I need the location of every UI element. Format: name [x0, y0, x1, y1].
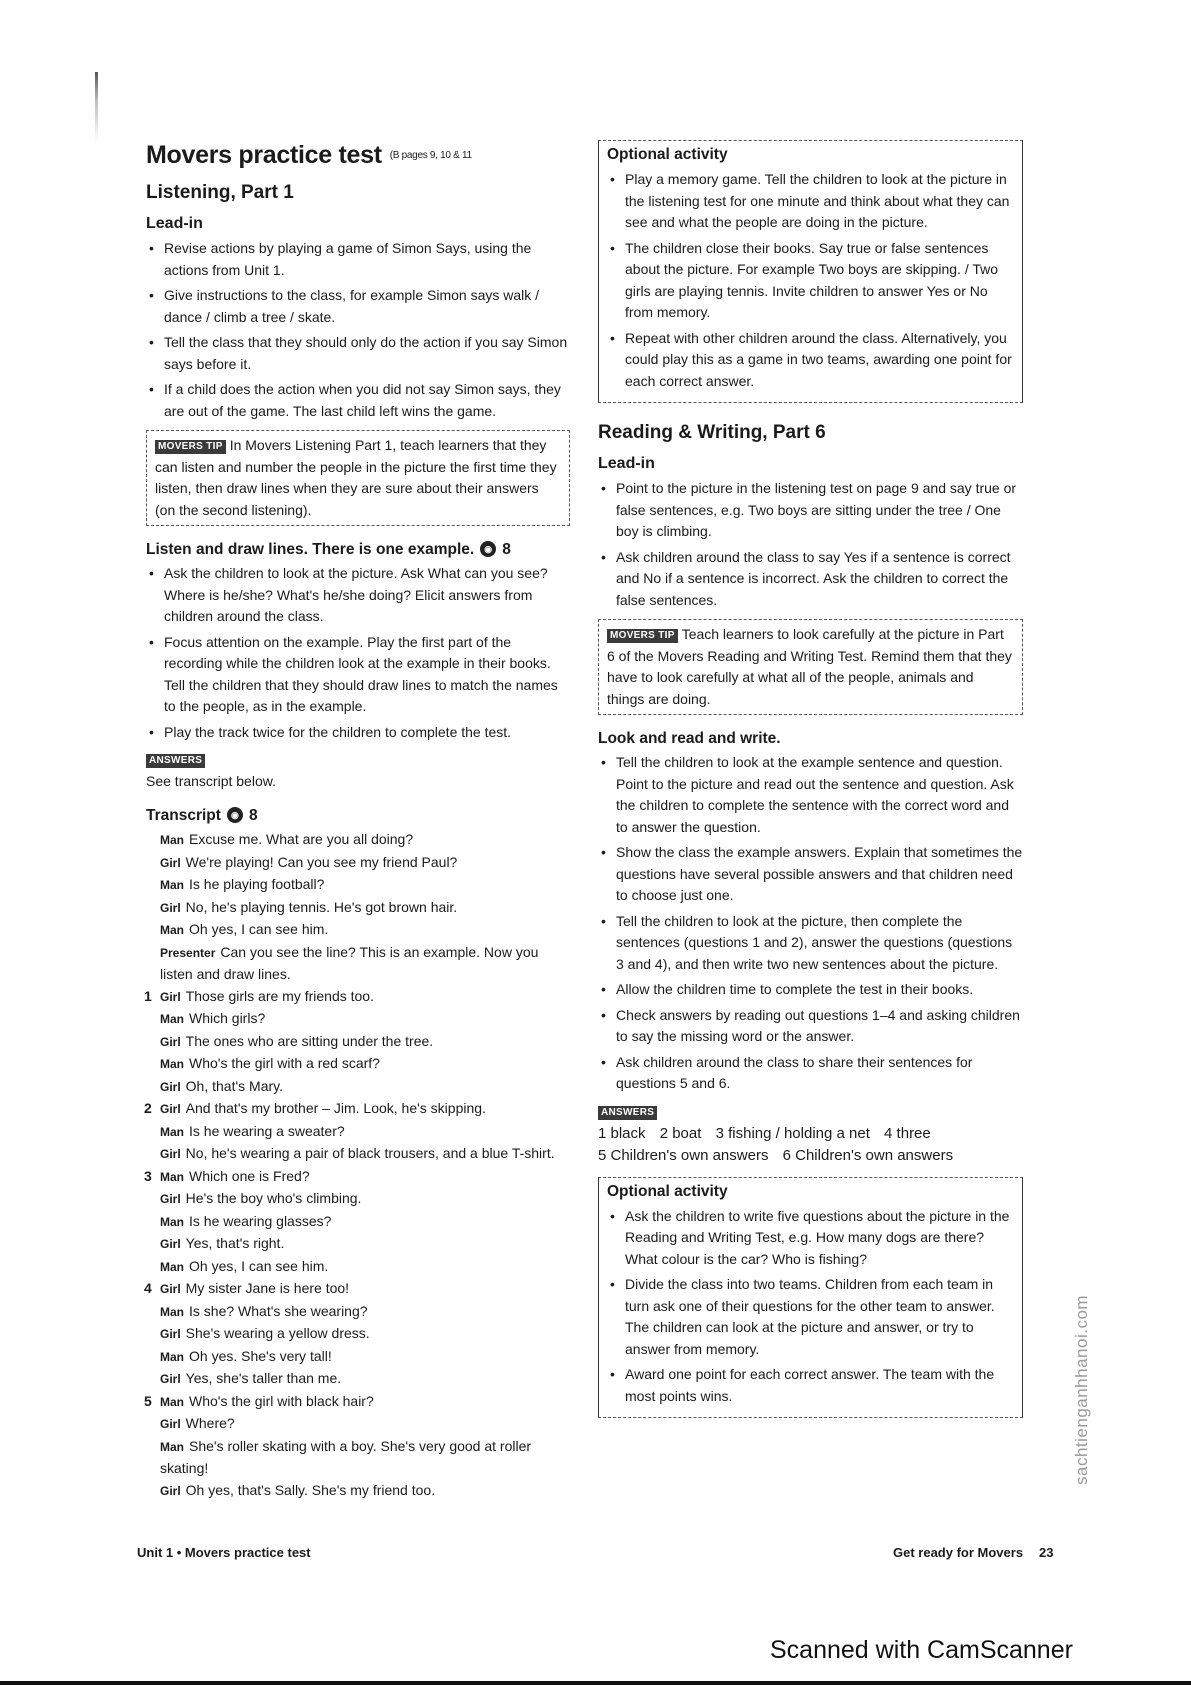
transcript-line [146, 1346, 570, 1369]
list-item: • Play the track twice for the children to complete the test. [146, 722, 570, 744]
speaker-line: He's the boy who's climbing. [185, 1190, 362, 1207]
transcript-line [146, 1368, 570, 1391]
footer-right [893, 1545, 1054, 1560]
transcript-line [146, 1480, 570, 1503]
speaker-label: Man [160, 1057, 184, 1072]
transcript-line [146, 1053, 570, 1076]
speaker-label: Man [160, 1169, 184, 1184]
list-item: • Divide the class into two teams. Children from each team in turn ask one of their questions for the other team to answer. The children can look at the picture and answer, or try to answer from memory. [607, 1274, 1014, 1360]
answer-item: 4 three [884, 1124, 931, 1142]
list-item: • Allow the children time to complete the test in their books. [598, 979, 1023, 1001]
list-item: • If a child does the action when you did not say Simon says, they are out of the game. The last child left wins the game. [146, 379, 570, 422]
speaker-label: Man [160, 1394, 184, 1409]
list-item: • The children close their books. Say true or false sentences about the picture. For example Two boys are skipping. / Two girls are playing tennis. Invite children to answer Yes or No from memory. [607, 238, 1014, 324]
answer-item: 5 Children's own answers [598, 1146, 769, 1164]
transcript-line [146, 1391, 570, 1414]
audio-track-icon: ◉ [480, 541, 496, 557]
footer-book-title: Get ready for Movers [893, 1545, 1024, 1560]
scanner-label: Scanned with CamScanner [770, 1636, 1073, 1664]
speaker-line: She's roller skating with a boy. She's very good at roller skating! [160, 1437, 532, 1477]
speaker-line: Those girls are my friends too. [185, 987, 374, 1004]
footer-left: Unit 1 • Movers practice test [137, 1545, 311, 1560]
speaker-label: Man [160, 1439, 184, 1454]
leadin-heading-right: Lead-in [598, 455, 655, 472]
list-item: • Focus attention on the example. Play the first part of the recording while the children look at the example in their books. Tell the children that they should draw lines to match the names to the people, as in the example. [146, 632, 570, 718]
speaker-line: Who's the girl with a red scarf? [189, 1055, 380, 1072]
speaker-label: Girl [160, 1327, 181, 1342]
transcript-heading: Transcript ◉ 8 [146, 807, 258, 825]
speaker-line: Oh yes. She's very tall! [189, 1347, 332, 1364]
speaker-label: Girl [160, 1147, 181, 1162]
speaker-line: And that's my brother – Jim. Look, he's skipping. [185, 1100, 486, 1117]
speaker-line: Oh yes, that's Sally. She's my friend too. [185, 1481, 436, 1498]
answers-text-left: See transcript below. [146, 773, 276, 790]
audio-track-icon: ◉ [227, 807, 243, 823]
transcript-line [146, 1188, 570, 1211]
speaker-label: Man [160, 923, 184, 938]
optional-activity-list-2 [607, 1206, 1014, 1408]
answers-tag: ANSWERS [146, 754, 205, 768]
transcript-line [146, 1166, 570, 1189]
transcript-line [146, 897, 570, 920]
page-reference: (B pages 9, 10 & 11 [389, 150, 472, 162]
transcript-line [146, 1323, 570, 1346]
speaker-label: Girl [160, 1372, 181, 1387]
speaker-label: Girl [160, 1102, 181, 1117]
answer-item: 2 boat [659, 1124, 702, 1142]
speaker-line: Where? [185, 1415, 235, 1432]
speaker-label: Girl [160, 1483, 181, 1498]
transcript-line [146, 1301, 570, 1324]
speaker-label: Man [160, 878, 184, 893]
transcript-line [146, 942, 570, 986]
transcript-line [146, 1211, 570, 1234]
transcript-line [146, 1278, 570, 1301]
list-item: • Tell the class that they should only do the action if you say Simon says before it. [146, 332, 570, 375]
leadin-heading-left: Lead-in [146, 215, 203, 233]
left-column [146, 140, 570, 1502]
list-item: • Give instructions to the class, for example Simon says walk / dance / climb a tree / skate. [146, 285, 570, 328]
speaker-label: Man [160, 833, 184, 848]
speaker-line: The ones who are sitting under the tree. [185, 1032, 434, 1049]
speaker-line: Is he wearing glasses? [189, 1212, 332, 1229]
movers-tip-text: Teach learners to look carefully at the picture in Part 6 of the Movers Reading and Writing Test. Remind them that they have to look carefully at what all of the people, animals and things are doing. [607, 626, 1012, 707]
list-item: • Point to the picture in the listening test on page 9 and say true or false sentences, e.g. Two boys are sitting under the tree / One boy is climbing. [598, 478, 1023, 543]
list-item: • Play a memory game. Tell the children to look at the picture in the listening test for one minute and think about what they can see and what the people are doing in the picture. [607, 169, 1014, 234]
bottom-rule [0, 1681, 1191, 1685]
speaker-label: Girl [160, 1237, 181, 1252]
watermark: sachtienganhhanoi.com [1072, 1294, 1091, 1485]
answers-line-1 [598, 1123, 1023, 1145]
transcript-line [146, 1256, 570, 1279]
speaker-line: She's wearing a yellow dress. [185, 1325, 370, 1342]
speaker-label: Girl [160, 900, 181, 915]
question-number: 1 [144, 987, 152, 1004]
answer-item: 3 fishing / holding a net [715, 1124, 870, 1142]
answer-item: 6 Children's own answers [782, 1146, 954, 1164]
leadin-list-left [146, 238, 570, 422]
transcript [146, 829, 570, 1502]
transcript-line [146, 1031, 570, 1054]
transcript-line [146, 986, 570, 1009]
page-title: Movers practice test (B pages 9, 10 & 11 [146, 141, 472, 169]
list-item: • Revise actions by playing a game of Simon Says, using the actions from Unit 1. [146, 238, 570, 281]
list-item: • Repeat with other children around the class. Alternatively, you could play this as a game in two teams, awarding one point for each correct answer. [607, 328, 1014, 393]
speaker-label: Girl [160, 1192, 181, 1207]
listen-task-list [146, 563, 570, 743]
page-number: 23 [1039, 1545, 1054, 1560]
listen-task-heading: Listen and draw lines. There is one example. ◉ 8 [146, 541, 511, 559]
question-number: 5 [144, 1392, 152, 1409]
transcript-line [146, 852, 570, 875]
speaker-line: Who's the girl with black hair? [189, 1392, 374, 1409]
speaker-line: We're playing! Can you see my friend Paul? [185, 853, 458, 870]
speaker-label: Man [160, 1124, 184, 1139]
question-number: 4 [144, 1280, 152, 1297]
speaker-label: Man [160, 1349, 184, 1364]
speaker-label: Man [160, 1012, 184, 1027]
movers-tip-box-right [598, 619, 1023, 715]
speaker-line: My sister Jane is here too! [185, 1280, 350, 1297]
speaker-label: Girl [160, 1417, 181, 1432]
transcript-line [146, 829, 570, 852]
transcript-line [146, 1121, 570, 1144]
speaker-line: Which girls? [189, 1010, 266, 1027]
speaker-label: Girl [160, 1079, 181, 1094]
transcript-line [146, 1413, 570, 1436]
speaker-line: Is he playing football? [189, 876, 325, 893]
transcript-line [146, 874, 570, 897]
speaker-line: Oh, that's Mary. [185, 1077, 284, 1094]
list-item: • Ask children around the class to say Yes if a sentence is correct and No if a sentence is incorrect. Ask the children to correct the false sentences. [598, 547, 1023, 612]
track-number: 8 [248, 807, 258, 825]
answer-item: 1 black [598, 1124, 646, 1142]
speaker-line: Yes, that's right. [185, 1235, 285, 1252]
transcript-line [146, 1008, 570, 1031]
speaker-line: Yes, she's taller than me. [185, 1370, 342, 1387]
scan-smudge [95, 72, 98, 142]
optional-activity-list-1 [607, 169, 1014, 392]
movers-tip-box-left [146, 430, 570, 526]
transcript-line [146, 1143, 570, 1166]
answers-tag: ANSWERS [598, 1106, 657, 1120]
answers-line-2 [598, 1145, 1023, 1167]
reading-writing-heading: Reading & Writing, Part 6 [598, 422, 826, 443]
speaker-label: Man [160, 1304, 184, 1319]
list-item: • Tell the children to look at the example sentence and question. Point to the picture and read out the sentence and question. Ask the children to complete the sentence with the correct word and to answer the question. [598, 752, 1023, 838]
list-item: • Show the class the example answers. Explain that sometimes the questions have several possible answers and that children need to choose just one. [598, 842, 1023, 907]
transcript-line [146, 919, 570, 942]
transcript-line [146, 1436, 570, 1480]
speaker-line: Can you see the line? This is an example. Now you listen and draw lines. [160, 943, 539, 983]
speaker-line: Is she? What's she wearing? [189, 1302, 368, 1319]
speaker-line: Oh yes, I can see him. [189, 1257, 329, 1274]
speaker-line: Excuse me. What are you all doing? [189, 831, 414, 848]
read-task-heading: Look and read and write. [598, 730, 781, 747]
transcript-line [146, 1233, 570, 1256]
listening-heading: Listening, Part 1 [146, 182, 294, 204]
list-item: • Award one point for each correct answer. The team with the most points wins. [607, 1364, 1014, 1407]
speaker-label: Girl [160, 1034, 181, 1049]
speaker-label: Presenter [160, 945, 216, 960]
speaker-line: Is he wearing a sweater? [189, 1122, 345, 1139]
speaker-line: No, he's playing tennis. He's got brown hair. [185, 898, 458, 915]
speaker-label: Man [160, 1259, 184, 1274]
optional-activity-heading: Optional activity [607, 1182, 728, 1200]
speaker-line: Which one is Fred? [189, 1167, 310, 1184]
track-number: 8 [502, 541, 511, 559]
optional-activity-box-2 [598, 1177, 1023, 1419]
read-task-list [598, 752, 1023, 1095]
speaker-label: Girl [160, 1282, 181, 1297]
transcript-line [146, 1098, 570, 1121]
list-item: • Ask the children to look at the picture. Ask What can you see? Where is he/she? What's he/she doing? Elicit answers from children around the class. [146, 563, 570, 628]
speaker-line: No, he's wearing a pair of black trousers, and a blue T-shirt. [185, 1145, 555, 1162]
question-number: 3 [144, 1167, 152, 1184]
list-item: • Tell the children to look at the picture, then complete the sentences (questions 1 and 2), answer the questions (questions 3 and 4), and then write two new sentences about the picture. [598, 911, 1023, 976]
movers-tip-tag: MOVERS TIP [155, 440, 226, 454]
speaker-line: Oh yes, I can see him. [189, 921, 329, 938]
optional-activity-heading: Optional activity [607, 146, 728, 163]
list-item: • Ask children around the class to share their sentences for questions 5 and 6. [598, 1052, 1023, 1095]
speaker-label: Girl [160, 855, 181, 870]
leadin-list-right [598, 478, 1023, 611]
list-item: • Ask the children to write five questions about the picture in the Reading and Writing Test, e.g. How many dogs are there? What colour is the car? Who is fishing? [607, 1206, 1014, 1271]
list-item: • Check answers by reading out questions 1–4 and asking children to say the missing word or the answer. [598, 1005, 1023, 1048]
right-column [598, 140, 1023, 1418]
movers-tip-text: In Movers Listening Part 1, teach learners that they can listen and number the people in the picture the first time they listen, then draw lines when they are sure about their answers (on the second listening). [155, 437, 557, 518]
speaker-label: Girl [160, 989, 181, 1004]
speaker-label: Man [160, 1214, 184, 1229]
question-number: 2 [144, 1100, 152, 1117]
transcript-line [146, 1076, 570, 1099]
movers-tip-tag: MOVERS TIP [607, 629, 678, 643]
optional-activity-box-1 [598, 140, 1023, 403]
